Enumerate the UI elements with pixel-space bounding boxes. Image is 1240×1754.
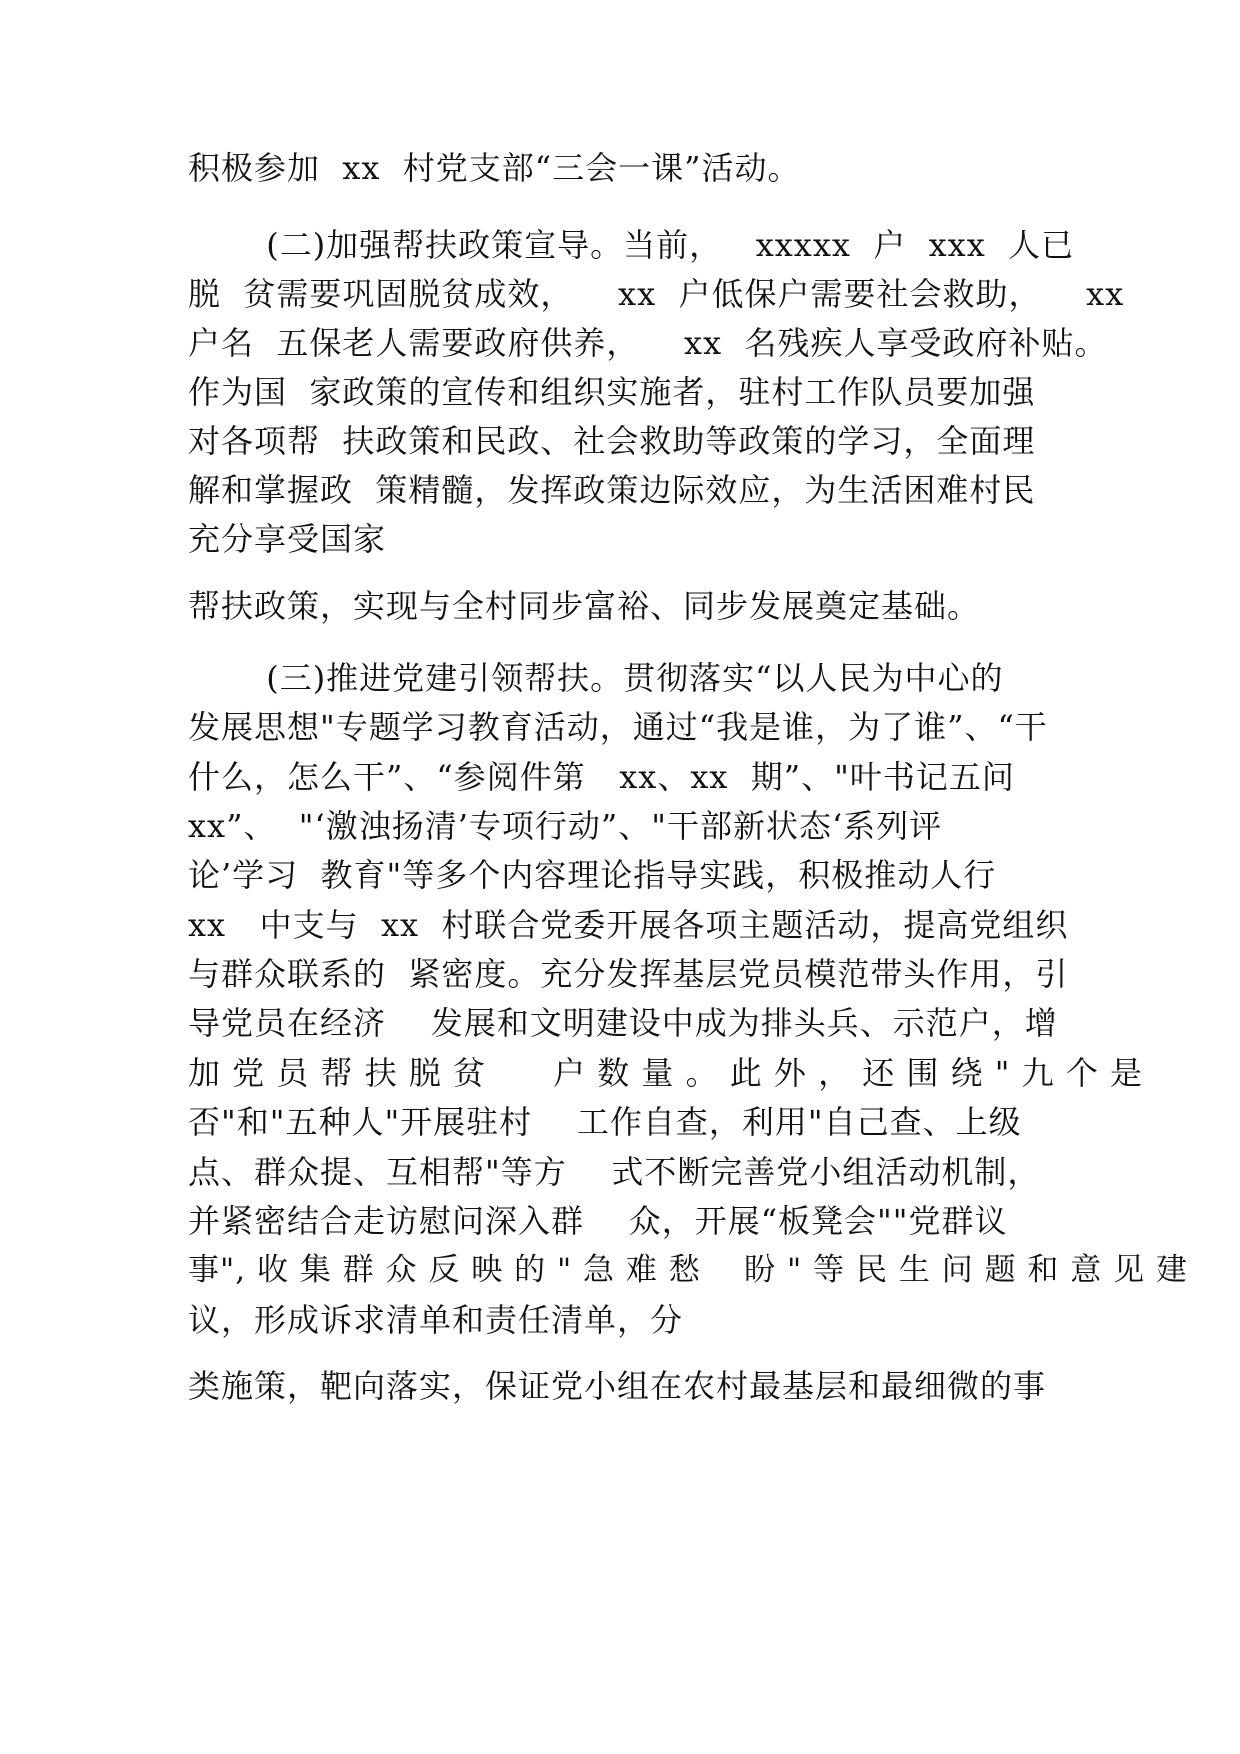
text-line: 否"和"五种人"开展驻村 工作自查，利用"自己查、上级 — [188, 1103, 1022, 1141]
text-line: 议，形成诉求清单和责任清单，分 — [188, 1301, 684, 1339]
text-line: 加 党 员 帮 扶 脱 贫 户 数 量 。 此 外 ， 还 围 绕 " 九 个 是 — [188, 1054, 1144, 1092]
text-line: 什么，怎么干”、“参阅件第 xx、xx 期”、"叶书记五问 — [188, 758, 1015, 796]
text-line: 事", 收 集 群 众 反 映 的 " 急 难 愁 盼 " 等 民 生 问 题 和 意 见 建 — [188, 1252, 1188, 1288]
text-line: 解和掌握政 策精髓，发挥政策边际效应，为生活困难村民 — [188, 471, 1036, 509]
text-line: 并紧密结合走访慰问深入群 众，开展“板凳会""党群议 — [188, 1202, 1008, 1240]
text-line: 脱 贫需要巩固脱贫成效， xx 户低保户需要社会救助， xx — [188, 275, 1125, 313]
text-line: 导党员在经济 发展和文明建设中成为排头兵、示范户，增 — [188, 1004, 1058, 1042]
text-line: 积极参加 xx 村党支部“三会一课”活动。 — [188, 149, 801, 187]
text-line: 作为国 家政策的宣传和组织实施者，驻村工作队员要加强 — [188, 373, 1036, 411]
text-line: 户名 五保老人需要政府供养， xx 名残疾人享受政府补贴。 — [188, 324, 1108, 362]
text-line: 论’学习 教育"等多个内容理论指导实践，积极推动人行 — [188, 856, 997, 894]
text-line: (二)加强帮扶政策宣导。当前， xxxxx 户 xxx 人已 — [188, 226, 1075, 264]
text-line: (三)推进党建引领帮扶。贯彻落实“以人民为中心的 — [188, 659, 1004, 697]
text-line: 充分享受国家 — [188, 520, 387, 558]
text-line: 帮扶政策，实现与全村同步富裕、同步发展奠定基础。 — [188, 587, 981, 625]
text-line: 对各项帮 扶政策和民政、社会救助等政策的学习，全面理 — [188, 422, 1036, 460]
text-line: 发展思想"专题学习教育活动，通过“我是谁，为了谁”、“干 — [188, 708, 1048, 746]
text-line: xx”、 "‘激浊扬清’专项行动”、"干部新状态‘系列评 — [188, 807, 943, 845]
text-line: 点、群众提、互相帮"等方 式不断完善党小组活动机制， — [188, 1153, 1041, 1191]
text-line: 与群众联系的 紧密度。充分发挥基层党员模范带头作用，引 — [188, 955, 1069, 993]
text-line: xx 中支与 xx 村联合党委开展各项主题活动，提高党组织 — [188, 906, 1069, 944]
text-line: 类施策，靶向落实，保证党小组在农村最基层和最细微的事 — [188, 1367, 1047, 1405]
